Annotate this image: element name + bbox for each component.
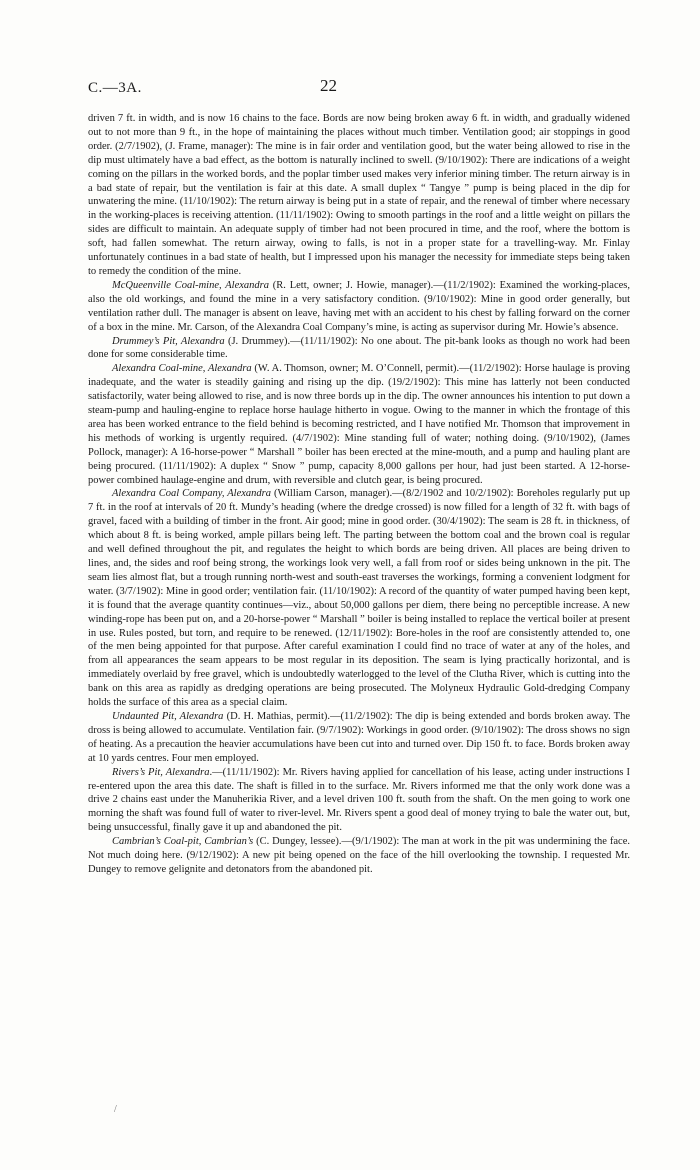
mine-entry-alexandra-coal-company bbox=[88, 487, 630, 710]
mine-name: McQueenville Coal-mine, Alexandra bbox=[112, 279, 269, 291]
mine-entry-drummeys bbox=[88, 335, 630, 363]
mine-name: Drummey’s Pit, Alexandra bbox=[112, 335, 225, 347]
mine-report: (W. A. Thomson, owner; M. O’Connell, permit).—(11/2/1902): Horse haulage is proving inadequate, and the water is steadily gaining and rising up the dip. (19/2/1902): This mine has latterly not been conducted satisfactorily, water being allowed to rise, and is now three bords up in the dip. The owner announces his intention to put down a steam-pump and hauling-engine to replace horse haulage hitherto in vogue. Owing to the manner in which the frontage of this area has been worked entrance to the field behind is becoming restricted, and I have notified Mr. Thomson that improvement in his methods of working is urgently required. (4/7/1902): Mine standing full of water; nothing doing. (9/10/1902), (James Pollock, manager): A 16-horse-power “ Marshall ” boiler has been erected at the mine-mouth, and a pump and hauling plant are being procured. (11/11/1902): A duplex “ Snow ” pump, capacity 8,000 gallons per hour, had just been started. A 12-horse-power combined haulage-engine and drum, with reversible and clutch gear, is being procured. bbox=[88, 363, 630, 486]
intro-paragraph: driven 7 ft. in width, and is now 16 chains to the face. Bords are now being broken away 6 ft. in width, and gradually widened out to not more than 9 ft., in the hope of maintaining the places without much timber. Ventilation good; air stoppings in good order. (2/7/1902), (J. Frame, manager): The mine is in fair order and ventilation good, but the water being allowed to rise in the dip must ultimately have a bad effect, as the bottom is naturally inclined to swell. (9/10/1902): There are indications of a weight coming on the pillars in the worked bords, and the poplar timber used makes very inferior mining timber. The return airway is in a bad state of repair, but the ventilation is fair at this date. A small duplex “ Tangye ” pump is being placed in the dip for unwatering the mine. (11/10/1902): The return airway is being put in a state of repair, and the renewal of timber where necessary in the working-places is receiving attention. (11/11/1902): Owing to smooth partings in the roof and a little weight on pillars the sides are difficult to maintain. An adequate supply of timber had not been procured in time, and the roof, where the bottom is soft, had fallen somewhat. The return airway, owing to falls, is not in a proper state for a travelling-way. Mr. Finlay unfortunately continues in a bad state of health, but I impressed upon his manager the necessity for immediate steps being taken to remedy the condition of the mine. bbox=[88, 113, 630, 277]
mine-name: Rivers’s Pit, Alexandra bbox=[112, 766, 210, 778]
mine-report: (C. Dungey, lessee).—(9/1/1902): The man at work in the pit was undermining the face. Not much doing here. (9/12/1902): A new pit being opened on the face of the hill overlooking the township. I requested Mr. Dungey to remove gelignite and detonators from the abandoned pit. bbox=[88, 836, 630, 875]
mine-entry-alexandra-coal-mine bbox=[88, 362, 630, 487]
mine-entry-mcqueenville bbox=[88, 279, 630, 335]
mine-report: (D. H. Mathias, permit).—(11/2/1902): The dip is being extended and bords broken away. The dross is being allowed to accumulate. Ventilation fair. (9/7/1902): Workings in good order. (9/10/1902): The dross shows no sign of heating. As a precaution the heavier accumulations have been cut into and turned over. Dip 150 ft. to face. Bords broken away at 10 yards centres. Four men employed. bbox=[88, 710, 630, 764]
report-body bbox=[88, 112, 630, 877]
mine-entry-cambrians bbox=[88, 835, 630, 877]
page-number: 22 bbox=[320, 76, 337, 95]
mine-report: (J. Drummey).—(11/11/1902): No one about. The pit-bank looks as though no work had been done for some considerable time. bbox=[88, 335, 630, 361]
mine-report: (R. Lett, owner; J. Howie, manager).—(11/2/1902): Examined the working-places, also the old workings, and found the mine in a very satisfactory condition. (9/10/1902): Mine in good order generally, but ventilation rather dull. The manager is absent on leave, having met with an accident to his chest by falling forward on the corner of a box in the mine. Mr. Carson, of the Alexandra Coal Company’s mine, is acting as supervisor during Mr. Howie’s absence. bbox=[88, 279, 630, 333]
mine-report: (William Carson, manager).—(8/2/1902 and 10/2/1902): Boreholes regularly put up 7 ft. in the roof at intervals of 20 ft. Mundy’s heading (where the dredge crossed) is now filled for a length of 32 ft. with bags of gravel, faced with a building of timber in the front. Air good; mine in good order. (30/4/1902): The seam is 28 ft. in thickness, of which about 8 ft. is being worked, ample pillars being left. The parting between the bottom coal and the brown coal is regular and well defined throughout the pit, and regulates the height to which bords are being driven. All places are being driven to lines, and, the sides and roof being strong, the workings look very well, a fall from roof or sides being unknown in the pit. The seam lies almost flat, but a trough running north-west and south-east traverses the workings, forming a convenient lodgment for water. (3/7/1902): Mine in good order; ventilation fair. (11/10/1902): A record of the quantity of water pumped having been kept, it is found that the average quantity continues—viz., about 50,000 gallons per diem, there being no perceptible increase. A new winding-rope has been put on, and a 20-horse-power “ Marshall ” boiler is being installed to replace the vertical boiler at present in use. Rules posted, but torn, and require to be renewed. (12/11/1902): Bore-holes in the roof are consistently attended to, one of the men being appointed for that purpose. After careful examination I could find no trace of water at any of the holes, and from all appearances the seam appears to be most regular in its deposition. The seam is lying practically horizontal, and is immediately overlaid by free gravel, which is undoubtedly waterlogged to the level of the Clutha River, which is cutting into the bank on this area as rapidly as dredging operations are being prosecuted. The Molyneux Hydraulic Gold-dredging Company holds the surface of this area as a special claim. bbox=[88, 488, 630, 709]
stray-mark: / bbox=[114, 1104, 117, 1115]
mine-name: Alexandra Coal-mine, Alexandra bbox=[112, 363, 252, 375]
mine-report: .—(11/11/1902): Mr. Rivers having applied for cancellation of his lease, acting under instructions I re-entered upon the area this date. The shaft is filled in to the surface. Mr. Rivers informed me that the only work done was a drive 2 chains east under the Manuherikia River, and a level driven 100 ft. south from the shaft. On the men going to work one morning the shaft was found full of water to river-level. Mr. Rivers spent a good deal of money trying to bale the water out, but, being unsuccessful, finally gave it up and abandoned the pit. bbox=[88, 766, 630, 834]
page-header bbox=[88, 76, 628, 102]
document-code: C.—3A. bbox=[88, 80, 142, 96]
mine-name: Cambrian’s Coal-pit, Cambrian’s bbox=[112, 836, 254, 848]
mine-name: Undaunted Pit, Alexandra bbox=[112, 710, 224, 722]
mine-entry-rivers bbox=[88, 766, 630, 836]
mine-name: Alexandra Coal Company, Alexandra bbox=[112, 488, 271, 500]
mine-entry-undaunted bbox=[88, 710, 630, 766]
